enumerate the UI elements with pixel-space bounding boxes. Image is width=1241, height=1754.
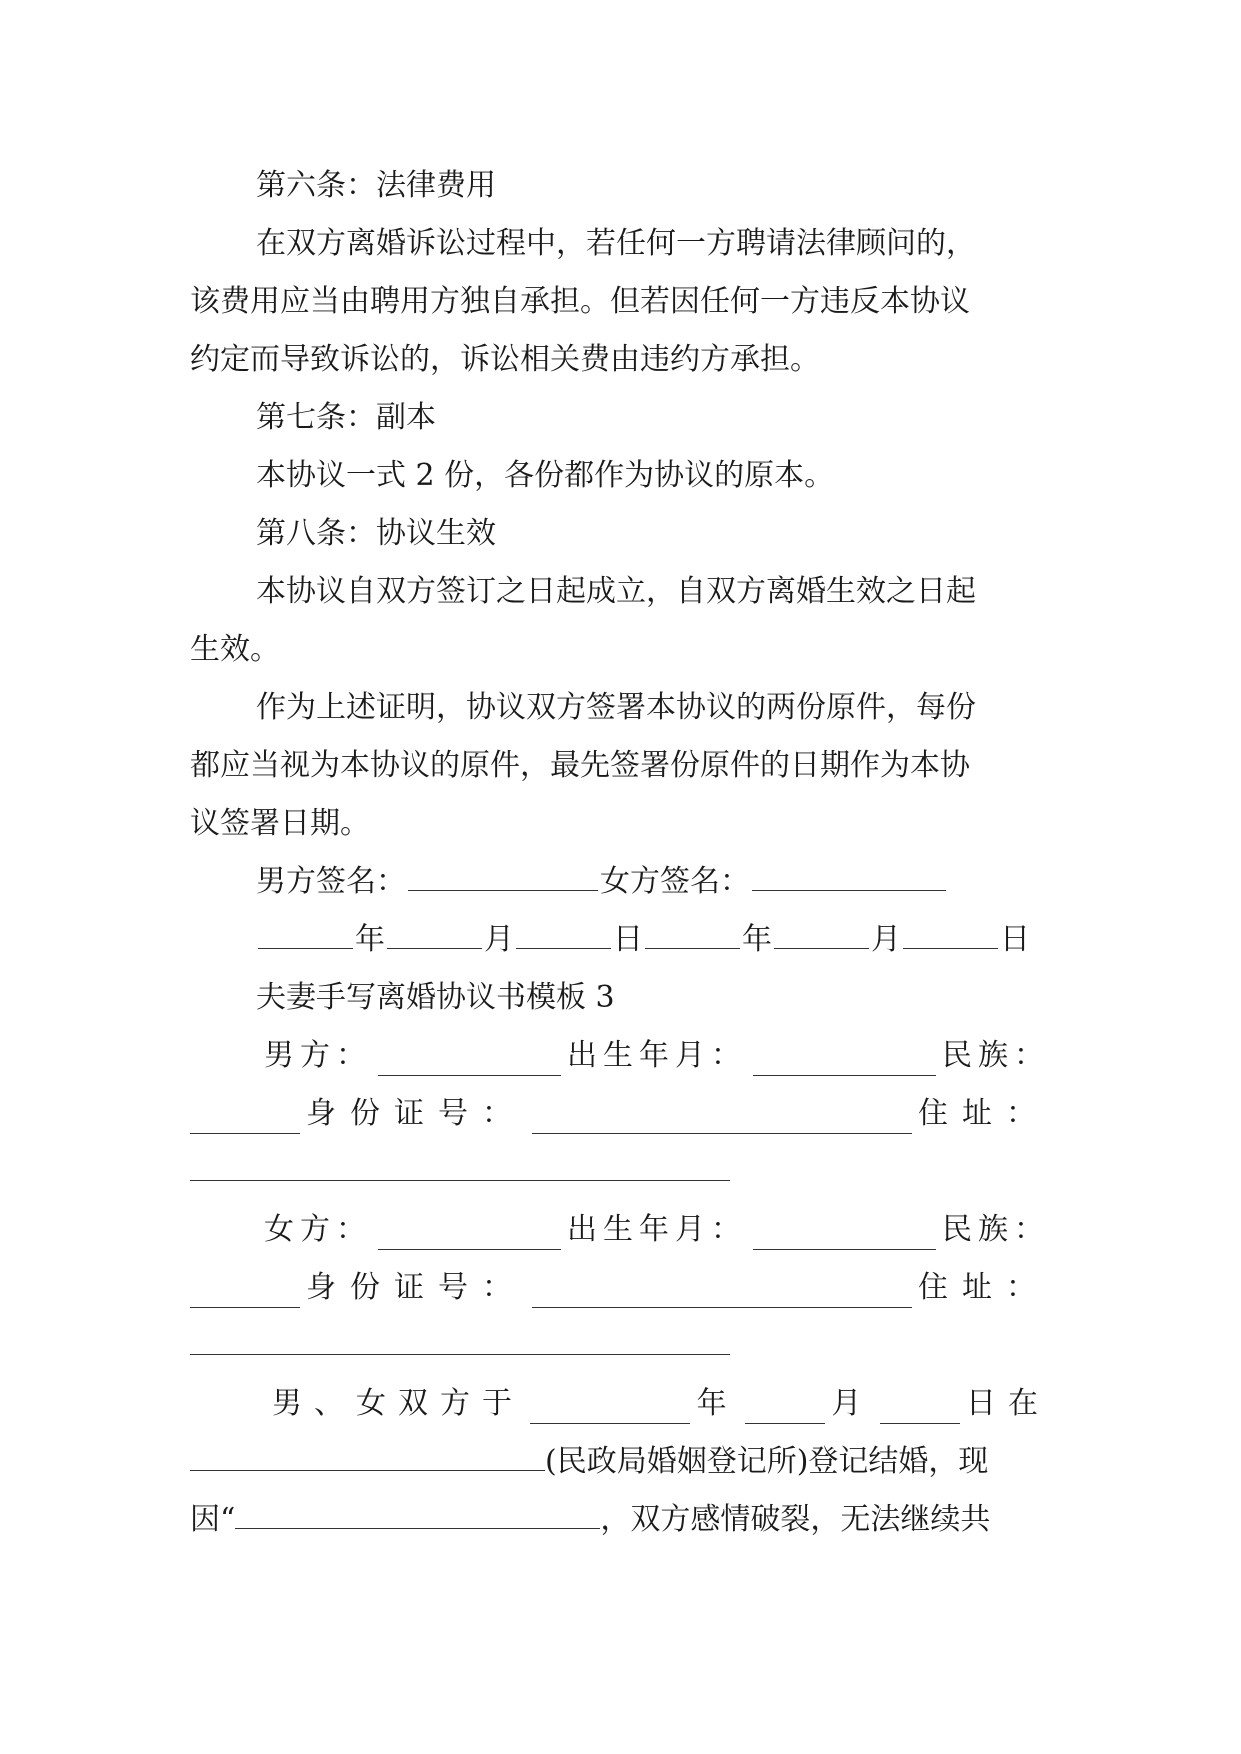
male-ethnicity-label: 民族： [942,1038,1050,1073]
month-label: 月 [484,922,514,957]
article-6-paragraph-line-2: 该费用应当由聘用方独自承担。但若因任何一方违反本协议 [190,284,970,319]
witness-paragraph-line-3: 议签署日期。 [190,806,370,841]
article-8-paragraph-line-2: 生效。 [190,632,280,667]
article-8-title: 第八条：协议生效 [256,516,496,551]
marriage-line-2 [190,1442,1050,1482]
male-info-line-2 [190,1094,1050,1134]
male-label: 男方： [264,1038,372,1073]
date-day-blank-1[interactable] [516,922,611,949]
male-id-blank[interactable] [532,1107,912,1134]
article-6-paragraph-line-1: 在双方离婚诉讼过程中，若任何一方聘请法律顾问的， [256,226,976,261]
female-birth-blank[interactable] [753,1223,936,1250]
female-signature-label: 女方签名： [600,864,750,899]
signature-line [256,862,1116,902]
male-address-label: 住址： [918,1096,1050,1131]
registration-office-blank[interactable] [190,1444,545,1471]
date-line [256,920,1116,960]
marriage-line-3 [190,1500,1050,1540]
male-signature-label: 男方签名： [256,864,406,899]
article-8-paragraph-line-1: 本协议自双方签订之日起成立，自双方离婚生效之日起 [256,574,976,609]
female-id-label: 身份证号： [306,1270,526,1305]
marriage-line-1 [272,1384,1050,1424]
female-birth-label: 出生年月： [567,1212,747,1247]
reason-continuation: ，双方感情破裂，无法继续共 [600,1502,991,1537]
registration-office-text: (民政局婚姻登记所)登记结婚，现 [545,1444,989,1479]
marriage-day-label: 日在 [965,1386,1050,1421]
male-ethnicity-blank[interactable] [190,1107,300,1134]
male-birth-blank[interactable] [753,1049,936,1076]
month-label: 月 [871,922,901,957]
female-ethnicity-blank[interactable] [190,1281,300,1308]
marriage-year-blank[interactable] [530,1397,690,1424]
female-address-blank[interactable] [190,1328,730,1355]
female-name-blank[interactable] [378,1223,561,1250]
template-3-title: 夫妻手写离婚协议书模板 3 [256,980,615,1015]
reason-open-quote: 因“ [190,1502,236,1537]
date-year-blank-1[interactable] [258,922,353,949]
female-ethnicity-label: 民族： [942,1212,1050,1247]
witness-paragraph-line-1: 作为上述证明，协议双方签署本协议的两份原件，每份 [256,690,976,725]
female-address-label: 住址： [918,1270,1050,1305]
female-info-line-2 [190,1268,1050,1308]
year-label: 年 [355,922,385,957]
article-6-title: 第六条：法律费用 [256,168,496,203]
date-day-blank-2[interactable] [903,922,998,949]
date-year-blank-2[interactable] [645,922,740,949]
female-label: 女方： [264,1212,372,1247]
male-signature-blank[interactable] [408,864,598,891]
female-signature-blank[interactable] [752,864,946,891]
day-label: 日 [1000,922,1030,957]
article-7-title: 第七条：副本 [256,400,436,435]
day-label: 日 [613,922,643,957]
female-id-blank[interactable] [532,1281,912,1308]
article-6-paragraph-line-3: 约定而导致诉讼的，诉讼相关费由违约方承担。 [190,342,820,377]
female-info-line-3 [190,1326,1050,1366]
date-month-blank-2[interactable] [774,922,869,949]
male-info-line-1 [264,1036,1050,1076]
marriage-year-label: 年 [696,1386,739,1421]
date-month-blank-1[interactable] [387,922,482,949]
female-info-line-1 [264,1210,1050,1250]
male-info-line-3 [190,1152,1050,1192]
male-birth-label: 出生年月： [567,1038,747,1073]
male-address-blank[interactable] [190,1154,730,1181]
male-id-label: 身份证号： [306,1096,526,1131]
witness-paragraph-line-2: 都应当视为本协议的原件，最先签署份原件的日期作为本协 [190,748,970,783]
marriage-day-blank[interactable] [880,1397,960,1424]
marriage-month-label: 月 [831,1386,874,1421]
article-7-paragraph: 本协议一式 2 份，各份都作为协议的原本。 [256,458,835,493]
year-label: 年 [742,922,772,957]
male-name-blank[interactable] [378,1049,561,1076]
divorce-reason-blank[interactable] [235,1502,600,1529]
marriage-month-blank[interactable] [745,1397,825,1424]
marriage-intro: 男、女双方于 [272,1386,524,1421]
